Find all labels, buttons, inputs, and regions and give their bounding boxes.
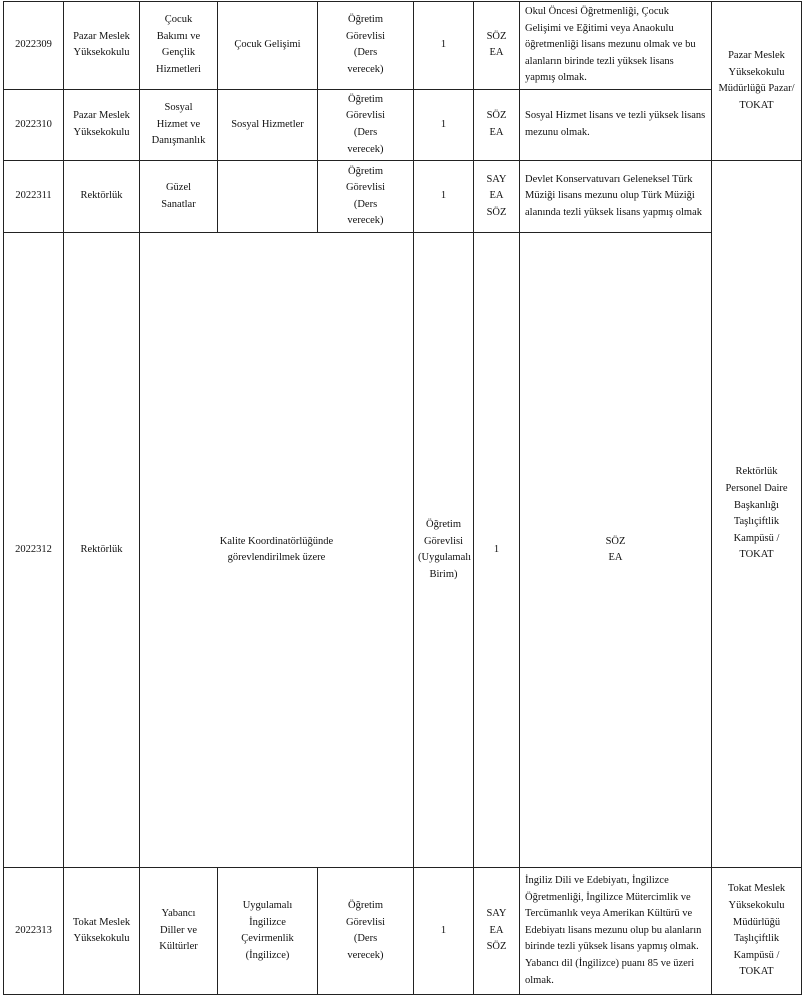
unit-name: Rektörlük [64, 233, 140, 868]
table-row [4, 89, 802, 160]
position-code: 2022310 [4, 89, 64, 160]
position-code: 2022313 [4, 868, 64, 995]
field-name: Çocuk Gelişimi [218, 2, 318, 90]
program-name: Yabancı Diller ve Kültürler [140, 868, 218, 995]
requirements-text: Devlet Konservatuvarı Geleneksel Türk Müziği lisans mezunu olup Türk Müziği alanında tezli yüksek lisans yapmış olmak [520, 161, 712, 233]
requirements-text: Okul Öncesi Öğretmenliği, Çocuk Gelişimi ve Eğitimi veya Anaokulu öğretmenliği lisans mezunu olmak ve bu alanların birinde tezli yüksek lisans yapmış olmak. [520, 2, 712, 90]
requirements-text: Sosyal Hizmet lisans ve tezli yüksek lisans mezunu olmak. [520, 89, 712, 160]
position-code: 2022312 [4, 233, 64, 868]
position-title: Öğretim Görevlisi (Uygulamalı Birim) [414, 233, 474, 868]
field-name: Sosyal Hizmetler [218, 89, 318, 160]
application-location: Pazar Meslek Yüksekokulu Müdürlüğü Pazar/ TOKAT [712, 2, 802, 161]
program-name: Çocuk Bakımı ve Gençlik Hizmetleri [140, 2, 218, 90]
exam-type: SAY EA SÖZ [474, 161, 520, 233]
unit-name: Tokat Meslek Yüksekokulu [64, 868, 140, 995]
table-row [4, 2, 802, 90]
positions-table [3, 1, 802, 995]
exam-type: SÖZ EA [474, 2, 520, 90]
unit-name: Pazar Meslek Yüksekokulu [64, 89, 140, 160]
exam-type: SAY EA SÖZ [474, 868, 520, 995]
exam-type: SÖZ EA [520, 233, 712, 868]
exam-type: SÖZ EA [474, 89, 520, 160]
position-code: 2022309 [4, 2, 64, 90]
position-count: 1 [414, 868, 474, 995]
application-location: Rektörlük Personel Daire Başkanlığı Taşlıçiftlik Kampüsü / TOKAT [712, 161, 802, 868]
unit-name: Rektörlük [64, 161, 140, 233]
position-count: 1 [474, 233, 520, 868]
unit-name: Pazar Meslek Yüksekokulu [64, 2, 140, 90]
position-title: Öğretim Görevlisi (Ders verecek) [318, 161, 414, 233]
position-title: Öğretim Görevlisi (Ders verecek) [318, 868, 414, 995]
table-row [4, 868, 802, 995]
program-merged: Kalite Koordinatörlüğünde görevlendirilmek üzere [140, 233, 414, 868]
position-count: 1 [414, 161, 474, 233]
field-name: Uygulamalı İngilizce Çevirmenlik (İngilizce) [218, 868, 318, 995]
application-location: Tokat Meslek Yüksekokulu Müdürlüğü Taşlıçiftlik Kampüsü / TOKAT [712, 868, 802, 995]
position-count: 1 [414, 2, 474, 90]
program-name: Sosyal Hizmet ve Danışmanlık [140, 89, 218, 160]
table-row [4, 161, 802, 233]
table-row [4, 233, 802, 868]
program-name: Güzel Sanatlar [140, 161, 218, 233]
position-title: Öğretim Görevlisi (Ders verecek) [318, 89, 414, 160]
field-name [218, 161, 318, 233]
position-title: Öğretim Görevlisi (Ders verecek) [318, 2, 414, 90]
requirements-text: İngiliz Dili ve Edebiyatı, İngilizce Öğretmenliği, İngilizce Mütercimlik ve Tercümanlık veya Amerikan Kültürü ve Edebiyatı lisans mezunu olup bu alanların birinde tezli yüksek lisans yapmış olmak. Yabancı dil (İngilizce) puanı 85 ve üzeri olmak. [520, 868, 712, 995]
position-count: 1 [414, 89, 474, 160]
position-code: 2022311 [4, 161, 64, 233]
